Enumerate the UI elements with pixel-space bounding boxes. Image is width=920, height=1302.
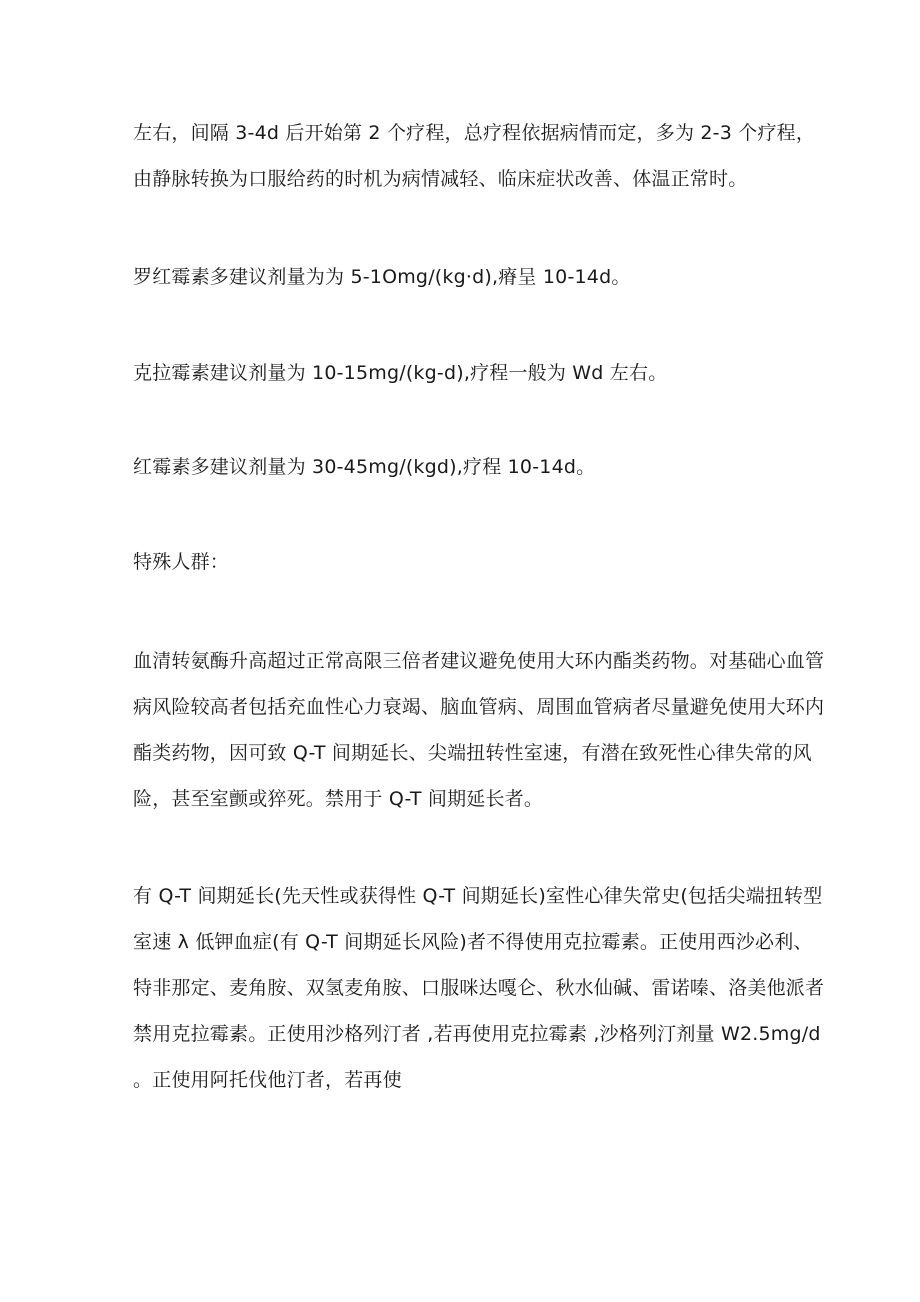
text-line: 有 Q-T 间期延长(先天性或获得性 Q-T 间期延长)室性心律失常史(包括尖端扭转型	[133, 885, 823, 907]
text-line: 由静脉转换为口服给药的时机为病情减轻、临床症状改善、体温正常时。	[133, 168, 748, 190]
text-line: 酯类药物，因可致 Q-T 间期延长、尖端扭转性室速，有潜在致死性心律失常的风	[133, 742, 812, 764]
text-line: 。正使用阿托伐他汀者，若再使	[133, 1069, 402, 1091]
paragraph-erythromycin-dose	[133, 444, 803, 490]
section-heading-special-populations	[133, 539, 803, 585]
paragraph-qt-prolongation-contraindications	[133, 873, 825, 1103]
text-line: 左右，间隔 3-4d 后开始第 2 个疗程，总疗程依据病情而定，多为 2-3 个疗程，	[133, 122, 816, 144]
text-line: 特殊人群：	[133, 551, 230, 573]
text-line: 病风险较高者包括充血性心力衰竭、脑血管病、周围血管病者尽量避免使用大环内	[133, 696, 825, 718]
text-line: 红霉素多建议剂量为 30-45mg∕(kgd),疗程 10-14d。	[133, 456, 596, 478]
text-line: 血清转氨酶升高超过正常高限三倍者建议避免使用大环内酯类药物。对基础心血管	[133, 650, 825, 672]
text-line: 罗红霉素多建议剂量为为 5-1Omg/(kg·d),瘠呈 10-14d。	[133, 266, 631, 288]
paragraph-course-duration	[133, 110, 816, 202]
paragraph-transaminase-cardiac-risk	[133, 638, 825, 822]
text-line: 险，甚至室颤或猝死。禁用于 Q-T 间期延长者。	[133, 788, 544, 810]
text-line: 克拉霉素建议剂量为 10-15mg∕(kg-d),疗程一般为 Wd 左右。	[133, 362, 668, 384]
text-line: 特非那定、麦角胺、双氢麦角胺、口服咪达嘎仑、秋水仙碱、雷诺嗪、洛美他派者	[133, 977, 825, 999]
paragraph-clarithromycin-dose	[133, 350, 803, 396]
text-line: 室速 λ 低钾血症(有 Q-T 间期延长风险)者不得使用克拉霉素。正使用西沙必利、	[133, 931, 813, 953]
paragraph-roxithromycin-dose	[133, 254, 803, 300]
text-line: 禁用克拉霉素。正使用沙格列汀者 ,若再使用克拉霉素 ,沙格列汀剂量 W2.5mg/d	[133, 1023, 821, 1045]
